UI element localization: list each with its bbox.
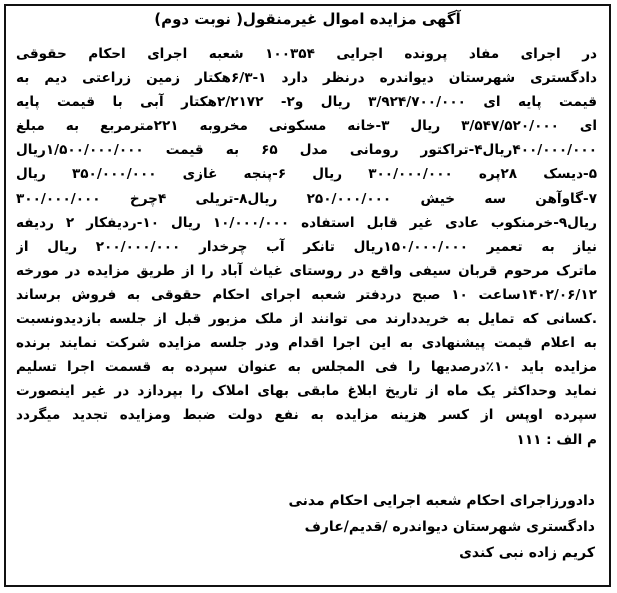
notice-line: ماترک مرحوم قربان سیفی واقع در روستای غیاث آباد را از طریق مزایده در مورخه: [16, 262, 597, 279]
signature-name: کریم زاده نبی کندی: [459, 545, 595, 561]
notice-line: ۵-دیسک ۲۸پره ۳۰۰/۰۰۰/۰۰۰ ریال ۶-پنجه غازی ۳۵۰/۰۰۰/۰۰۰ ریال: [16, 166, 597, 183]
signature-line: دادورزاجرای احکام شعبه اجرایی احکام مدنی: [288, 493, 595, 509]
notice-line: ۴۰۰/۰۰۰/۰۰۰ریال۴-تراکتور رومانی مدل ۶۵ به قیمت ۱/۵۰۰/۰۰۰/۰۰۰ریال: [16, 142, 597, 159]
notice-line: به اعلام قیمت پیشنهادی به این اجرا اقدام ودر جلسه مزایده شرکت نمایند برنده: [16, 335, 597, 352]
notice-line: در اجرای مفاد پرونده اجرایی ۱۰۰۳۵۴ شعبه اجرای احکام حقوقی: [16, 46, 597, 62]
notice-line: ۱۴۰۲/۰۶/۱۲ساعت ۱۰ صبح دردفتر شعبه اجرای احکام حقوقی به فروش برساند: [16, 286, 597, 303]
notice-line: مزایده باید ۱۰٪درصدیها را فی المجلس به عنوان سپرده به قسمت اجرا تسلیم: [16, 359, 597, 376]
notice-reference-number: م الف : ۱۱۱: [516, 431, 597, 448]
notice-line: ۷-گاوآهن سه خیش ۲۵۰/۰۰۰/۰۰۰ ریال۸-تریلی ۴چرخ ۳۰۰/۰۰۰/۰۰۰: [16, 190, 597, 207]
notice-line: نیاز به تعمیر ۱۵۰/۰۰۰/۰۰۰ریال تانکر آب چرخدار ۲۰۰/۰۰۰/۰۰۰ ریال از: [16, 238, 597, 255]
notice-line: دادگستری شهرستان دیواندره درنظر دارد ۱-۶/۳هکتار زمین زراعتی دیم به: [16, 70, 597, 87]
notice-body: [16, 42, 597, 452]
notice-frame: [4, 4, 611, 587]
notice-line: .کسانی که تمایل به خریددارند می توانند از ملک مزبور قبل از جلسه بازدیدونسبت: [16, 311, 597, 328]
signature-block: [20, 488, 595, 566]
notice-line: ای ۳/۵۴۷/۵۲۰/۰۰۰ ریال ۳-خانه مسکونی مخروبه ۲۲۱مترمربع به مبلغ: [16, 118, 597, 135]
notice-line: ریال۹-خرمنکوب عادی غیر قابل استفاده ۱۰/۰۰۰/۰۰۰ ریال ۱۰-ردیفکار ۲ ردیفه: [16, 214, 597, 231]
notice-line: سپرده اوپس از کسر هزینه مزایده به نفع دولت ضبط ومزایده تجدید میگردد: [16, 407, 597, 424]
notice-title: آگهی مزایده اموال غیرمنقول( نوبت دوم): [154, 10, 461, 28]
notice-line: قیمت پایه ای ۳/۹۲۴/۷۰۰/۰۰۰ ریال و۲- ۲/۲۱۷۲هکتار آبی با قیمت پایه: [16, 94, 597, 111]
notice-line: نماید وحداکثر یک ماه از تاریخ ابلاغ مابقی بهای املاک را بپردازد در غیر اینصورت: [16, 383, 597, 400]
signature-line: دادگستری شهرستان دیواندره /قدیم/عارف: [304, 519, 595, 535]
